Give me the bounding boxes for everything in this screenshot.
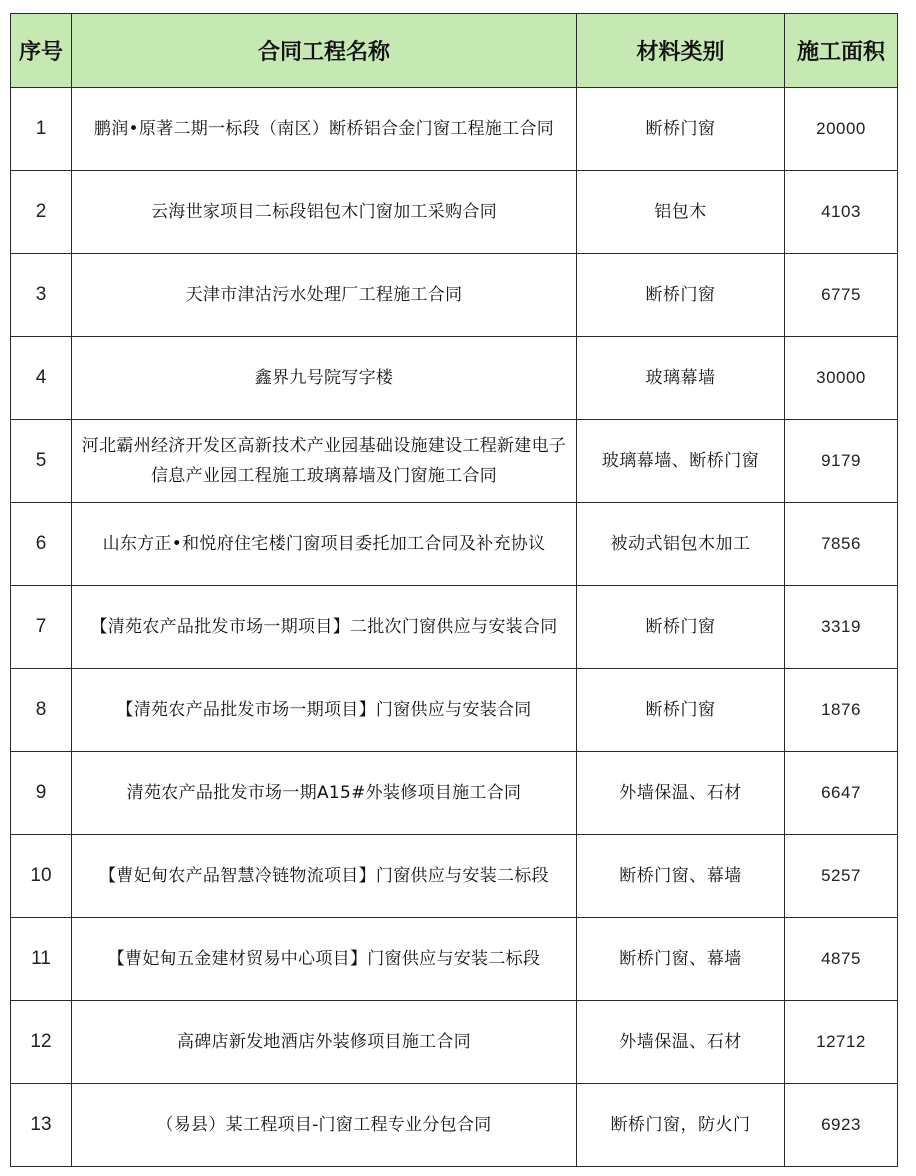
table-row [11, 254, 898, 337]
construction-area-cell: 3319 [785, 586, 898, 669]
construction-area-cell: 4103 [785, 171, 898, 254]
material-category-cell: 断桥门窗 [577, 586, 785, 669]
table-row [11, 669, 898, 752]
table-row [11, 586, 898, 669]
construction-area-cell: 20000 [785, 88, 898, 171]
serial-number-cell: 6 [11, 503, 72, 586]
serial-number-cell: 10 [11, 835, 72, 918]
serial-number-cell: 4 [11, 337, 72, 420]
construction-area-cell: 6647 [785, 752, 898, 835]
contract-name-cell: 鑫界九号院写字楼 [72, 337, 577, 420]
table-header-row [11, 14, 898, 88]
table-row [11, 918, 898, 1001]
contract-name-cell: 河北霸州经济开发区高新技术产业园基础设施建设工程新建电子信息产业园工程施工玻璃幕墙及门窗施工合同 [72, 420, 577, 503]
serial-number-cell: 3 [11, 254, 72, 337]
header-serial-number: 序号 [11, 14, 72, 88]
contract-name-cell: 【曹妃甸农产品智慧冷链物流项目】门窗供应与安装二标段 [72, 835, 577, 918]
contract-name-cell: （易县）某工程项目-门窗工程专业分包合同 [72, 1084, 577, 1167]
contract-table [10, 13, 898, 1167]
serial-number-cell: 13 [11, 1084, 72, 1167]
material-category-cell: 断桥门窗、幕墙 [577, 918, 785, 1001]
contract-name-cell: 鹏润•原著二期一标段（南区）断桥铝合金门窗工程施工合同 [72, 88, 577, 171]
serial-number-cell: 2 [11, 171, 72, 254]
material-category-cell: 玻璃幕墙、断桥门窗 [577, 420, 785, 503]
serial-number-cell: 1 [11, 88, 72, 171]
serial-number-cell: 11 [11, 918, 72, 1001]
contract-name-cell: 【曹妃甸五金建材贸易中心项目】门窗供应与安装二标段 [72, 918, 577, 1001]
contract-name-cell: 山东方正•和悦府住宅楼门窗项目委托加工合同及补充协议 [72, 503, 577, 586]
table-row [11, 1001, 898, 1084]
material-category-cell: 外墙保温、石材 [577, 752, 785, 835]
construction-area-cell: 5257 [785, 835, 898, 918]
construction-area-cell: 7856 [785, 503, 898, 586]
material-category-cell: 断桥门窗 [577, 254, 785, 337]
serial-number-cell: 8 [11, 669, 72, 752]
construction-area-cell: 4875 [785, 918, 898, 1001]
contract-name-cell: 天津市津沽污水处理厂工程施工合同 [72, 254, 577, 337]
material-category-cell: 断桥门窗 [577, 669, 785, 752]
table-row [11, 752, 898, 835]
material-category-cell: 断桥门窗 [577, 88, 785, 171]
construction-area-cell: 6775 [785, 254, 898, 337]
material-category-cell: 断桥门窗，防火门 [577, 1084, 785, 1167]
construction-area-cell: 1876 [785, 669, 898, 752]
construction-area-cell: 6923 [785, 1084, 898, 1167]
header-material-category: 材料类别 [577, 14, 785, 88]
table-row [11, 88, 898, 171]
contract-name-cell: 【清苑农产品批发市场一期项目】二批次门窗供应与安装合同 [72, 586, 577, 669]
table-row [11, 835, 898, 918]
contract-name-cell: 清苑农产品批发市场一期A15#外装修项目施工合同 [72, 752, 577, 835]
header-contract-name: 合同工程名称 [72, 14, 577, 88]
serial-number-cell: 7 [11, 586, 72, 669]
serial-number-cell: 12 [11, 1001, 72, 1084]
material-category-cell: 外墙保温、石材 [577, 1001, 785, 1084]
header-construction-area: 施工面积 [785, 14, 898, 88]
serial-number-cell: 5 [11, 420, 72, 503]
material-category-cell: 玻璃幕墙 [577, 337, 785, 420]
table-row [11, 171, 898, 254]
construction-area-cell: 30000 [785, 337, 898, 420]
contract-name-cell: 【清苑农产品批发市场一期项目】门窗供应与安装合同 [72, 669, 577, 752]
material-category-cell: 铝包木 [577, 171, 785, 254]
construction-area-cell: 12712 [785, 1001, 898, 1084]
material-category-cell: 被动式铝包木加工 [577, 503, 785, 586]
table-row [11, 1084, 898, 1167]
construction-area-cell: 9179 [785, 420, 898, 503]
table-row [11, 337, 898, 420]
table-row [11, 420, 898, 503]
contract-name-cell: 云海世家项目二标段铝包木门窗加工采购合同 [72, 171, 577, 254]
contract-table-container [10, 13, 898, 1167]
contract-name-cell: 高碑店新发地酒店外装修项目施工合同 [72, 1001, 577, 1084]
table-row [11, 503, 898, 586]
serial-number-cell: 9 [11, 752, 72, 835]
material-category-cell: 断桥门窗、幕墙 [577, 835, 785, 918]
